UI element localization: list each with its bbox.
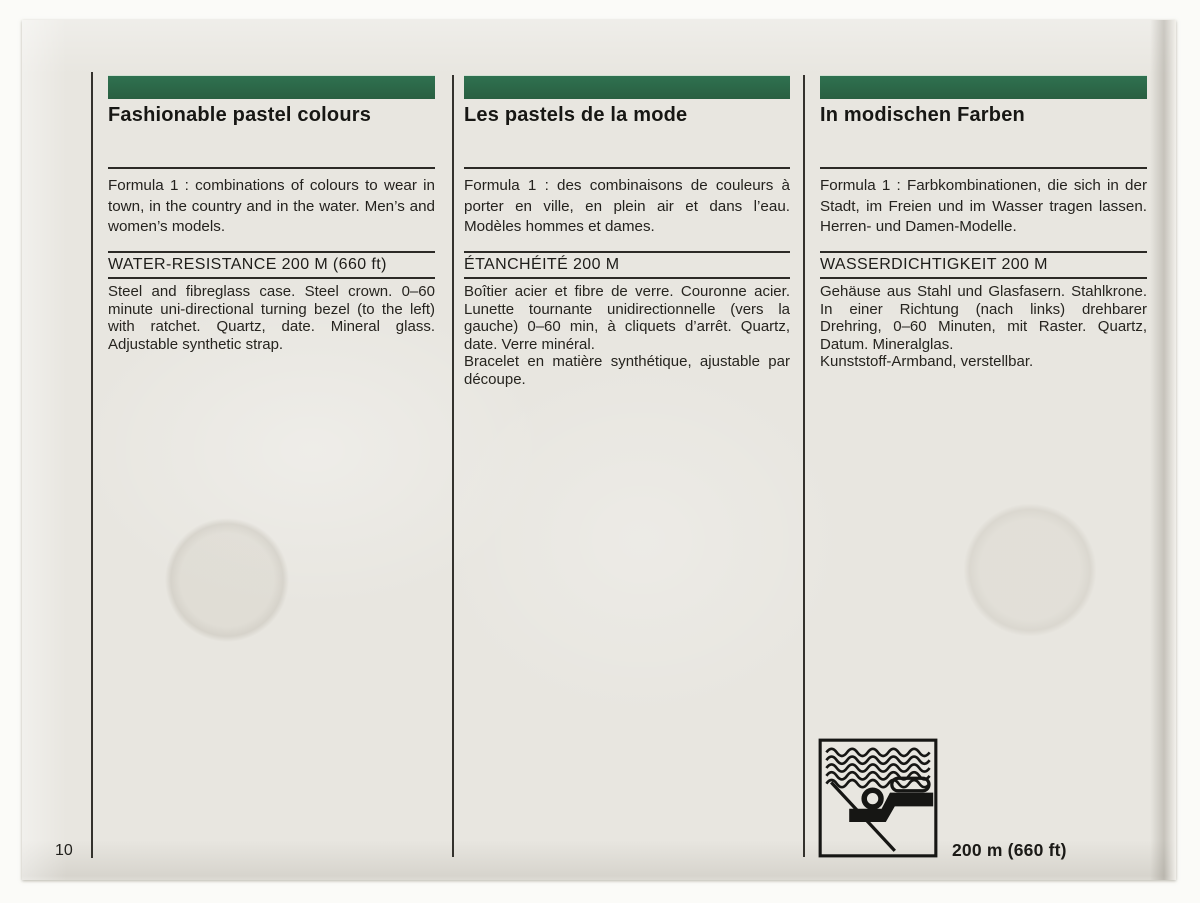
column-english — [108, 76, 435, 866]
spec-paragraph: Bracelet en matière synthétique, ajustable par découpe. — [464, 353, 790, 388]
water-resistance-diver-icon — [818, 738, 938, 858]
title-rule — [464, 167, 790, 169]
spec-heading: ÉTANCHÉITÉ 200 M — [464, 256, 620, 273]
spec-body — [820, 283, 1147, 371]
spec-heading: WATER-RESISTANCE 200 M (660 ft) — [108, 256, 387, 273]
column-title: Les pastels de la mode — [464, 104, 688, 126]
green-header-bar — [820, 76, 1147, 99]
column-title: Fashionable pastel colours — [108, 104, 372, 126]
green-header-bar — [108, 76, 435, 99]
page-number: 10 — [55, 842, 73, 859]
column-title: In modischen Farben — [820, 104, 1025, 126]
intro-paragraph: Formula 1 : combinations of colours to wear in town, in the country and in the water. Men’s and women’s models. — [108, 177, 435, 235]
spec-rule — [820, 251, 1147, 253]
spec-heading: WASSERDICHTIGKEIT 200 M — [820, 256, 1048, 273]
spec-paragraph: Gehäuse aus Stahl und Glasfasern. Stahlkrone. In einer Richtung (nach links) drehbarer Drehring, 0–60 Minuten, mit Raster. Quartz, Datum. Mineralglas. — [820, 283, 1147, 353]
spec-body — [108, 283, 435, 353]
spec-paragraph: Boîtier acier et fibre de verre. Couronne acier. Lunette tournante unidirectionnelle (vers la gauche) 0–60 min, à cliquets d’arrêt. Quartz, date. Verre minéral. — [464, 283, 790, 353]
spec-rule — [108, 277, 435, 279]
column-divider — [803, 75, 805, 857]
intro-paragraph: Formula 1 : des combinaisons de couleurs à porter en ville, en plein air et dans l’eau. Modèles hommes et dames. — [464, 177, 790, 235]
green-header-bar — [464, 76, 790, 99]
catalog-page — [22, 20, 1176, 880]
spec-paragraph: Kunststoff-Armband, verstellbar. — [820, 353, 1034, 371]
column-french — [464, 76, 790, 866]
title-rule — [820, 167, 1147, 169]
spec-rule — [108, 251, 435, 253]
depth-rating-label: 200 m (660 ft) — [952, 840, 1067, 860]
spec-rule — [464, 277, 790, 279]
left-margin-rule — [91, 72, 93, 858]
spec-rule — [464, 251, 790, 253]
title-rule — [108, 167, 435, 169]
spec-paragraph: Steel and fibreglass case. Steel crown. 0–60 minute uni-directional turning bezel (to the left) with ratchet. Quartz, date. Mineral glass. Adjustable synthetic strap. — [108, 283, 435, 353]
spec-body — [464, 283, 790, 389]
spec-rule — [820, 277, 1147, 279]
intro-paragraph: Formula 1 : Farbkombinationen, die sich in der Stadt, im Freien und im Wasser tragen lassen. Herren- und Damen-Modelle. — [820, 177, 1147, 235]
column-divider — [452, 75, 454, 857]
